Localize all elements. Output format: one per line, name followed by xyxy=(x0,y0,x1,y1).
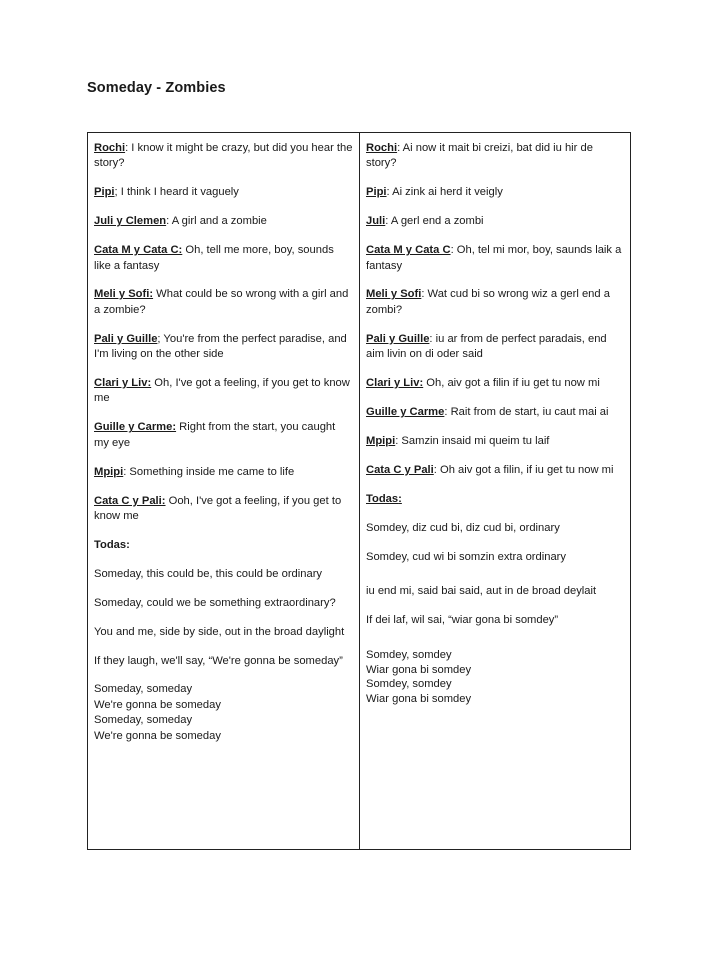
lyric-entry xyxy=(366,376,624,391)
speaker-name: Cata M y Cata C: xyxy=(94,244,183,257)
chorus-label-text: Todas xyxy=(94,538,127,551)
chorus-label xyxy=(94,538,353,553)
chorus-label-text: Todas xyxy=(366,492,399,505)
lyric-text: Right from the start, you caught my eye xyxy=(94,421,336,449)
lyric-entry xyxy=(94,141,353,172)
speaker-name: Cata M y Cata C xyxy=(366,244,451,257)
speaker-name: Meli y Sofi: xyxy=(94,288,154,301)
lyrics-table xyxy=(87,132,631,850)
speaker-separator: : xyxy=(444,405,448,418)
lyric-entry xyxy=(366,214,624,229)
speaker-separator: : xyxy=(397,142,401,154)
speaker-name: Clari y Liv: xyxy=(366,377,424,390)
lyric-entry xyxy=(366,243,624,274)
lyric-text: Something inside me came to life xyxy=(126,465,295,478)
lyric-entry xyxy=(94,287,353,318)
chorus-line: You and me, side by side, out in the broad daylight xyxy=(94,625,345,638)
speaker-separator: : xyxy=(125,142,129,154)
speaker-name: Juli xyxy=(366,215,386,228)
speaker-name: Juli y Clemen xyxy=(94,215,167,228)
speaker-separator: : xyxy=(450,244,454,257)
chorus-line: If dei laf, wil sai, “wiar gona bi somdey” xyxy=(366,614,559,627)
lyric-text: Oh, I've got a feeling, if you get to know me xyxy=(94,377,350,405)
lyric-text: You're from the perfect paradise, and I'm living on the other side xyxy=(94,332,347,361)
lyric-entry xyxy=(94,420,353,451)
speaker-name: Rochi xyxy=(366,142,398,154)
speaker-separator: : xyxy=(166,215,170,228)
lyric-text: I know it might be crazy, but did you hear the story? xyxy=(94,142,353,170)
speaker-separator: : xyxy=(429,332,433,345)
lyric-text: Rait from de start, iu caut mai ai xyxy=(447,405,609,418)
chorus-line: Someday, this could be, this could be ordinary xyxy=(94,567,323,580)
speaker-separator: ; xyxy=(114,186,118,199)
lyric-entry xyxy=(366,287,624,318)
speaker-name: Mpipi xyxy=(94,465,124,478)
lyric-entry xyxy=(366,405,624,420)
lyric-entry xyxy=(366,434,624,449)
speaker-separator: : xyxy=(433,463,437,476)
speaker-name: Pipi xyxy=(94,186,115,199)
speaker-name: Rochi xyxy=(94,142,126,154)
lyric-text: Oh, tell me more, boy, sounds like a fantasy xyxy=(94,244,334,272)
lyric-entry xyxy=(366,332,624,363)
chorus-line: Someday, could we be something extraordinary? xyxy=(94,596,336,609)
phonetic-lyrics-column xyxy=(360,133,630,849)
lyric-entry xyxy=(94,494,353,525)
lyric-entry xyxy=(94,376,353,407)
page-title: Someday - Zombies xyxy=(87,80,226,96)
chorus-line: If they laugh, we'll say, “We're gonna be someday” xyxy=(94,654,343,667)
lyric-entry xyxy=(94,214,353,229)
speaker-separator: : xyxy=(421,288,425,301)
lyric-entry xyxy=(94,332,353,363)
lyric-text: Wat cud bi so wrong wiz a gerl end a zombi? xyxy=(366,288,610,316)
speaker-name: Mpipi xyxy=(366,434,396,447)
speaker-name: Pipi xyxy=(366,186,387,199)
speaker-name: Pali y Guille xyxy=(94,332,158,345)
lyric-entry xyxy=(366,185,624,200)
lyric-entry xyxy=(94,465,353,480)
lyric-text: Samzin insaid mi queim tu laif xyxy=(398,434,550,447)
lyric-entry xyxy=(366,141,624,172)
lyric-text: A girl and a zombie xyxy=(169,215,267,228)
lyric-entry xyxy=(94,185,353,200)
lyric-entry xyxy=(94,243,353,274)
chorus-label xyxy=(366,492,624,507)
speaker-separator: : xyxy=(123,465,127,478)
speaker-separator: : xyxy=(386,186,390,199)
speaker-separator: : xyxy=(385,215,389,228)
lyric-text: Ai zink ai herd it veigly xyxy=(389,186,503,199)
lyric-text: Ooh, I've got a feeling, if you get to know me xyxy=(94,494,342,522)
lyric-text: Ai now it mait bi creizi, bat did iu hir de story? xyxy=(366,142,593,170)
speaker-name: Clari y Liv: xyxy=(94,377,152,390)
speaker-name: Cata C y Pali: xyxy=(94,494,166,507)
chorus-outro: Somdey, somdey Wiar gona bi somdey Somdey, somdey Wiar gona bi somdey xyxy=(366,649,472,705)
lyric-text: Oh aiv got a filin, if iu get tu now mi xyxy=(436,463,614,476)
chorus-line: Somdey, cud wi bi somzin extra ordinary xyxy=(366,550,567,563)
lyric-text: A gerl end a zombi xyxy=(388,215,484,228)
lyric-text: iu ar from de perfect paradais, end aim livin on di oder said xyxy=(366,332,607,361)
speaker-separator: : xyxy=(395,434,399,447)
speaker-separator: ; xyxy=(157,332,161,345)
chorus-line: iu end mi, said bai said, aut in de broad deylait xyxy=(366,585,597,598)
lyric-text: Oh, tel mi mor, boy, saunds laik a fantasy xyxy=(366,244,622,272)
english-lyrics-column xyxy=(88,133,360,849)
chorus-line: Somdey, diz cud bi, diz cud bi, ordinary xyxy=(366,521,560,534)
lyric-text: I think I heard it vaguely xyxy=(117,186,239,199)
speaker-name: Meli y Sofi xyxy=(366,288,422,301)
speaker-name: Guille y Carme xyxy=(366,405,445,418)
chorus-label-separator: : xyxy=(398,492,402,505)
lyric-text: What could be so wrong with a girl and a zombie? xyxy=(94,288,349,316)
speaker-name: Cata C y Pali xyxy=(366,463,434,476)
lyric-text: Oh, aiv got a filin if iu get tu now mi xyxy=(423,377,600,390)
speaker-name: Guille y Carme: xyxy=(94,421,177,434)
lyric-entry xyxy=(366,463,624,478)
chorus-label-separator: : xyxy=(126,538,130,551)
speaker-name: Pali y Guille xyxy=(366,332,430,345)
chorus-outro: Someday, someday We're gonna be someday Someday, someday We're gonna be someday xyxy=(94,683,221,742)
